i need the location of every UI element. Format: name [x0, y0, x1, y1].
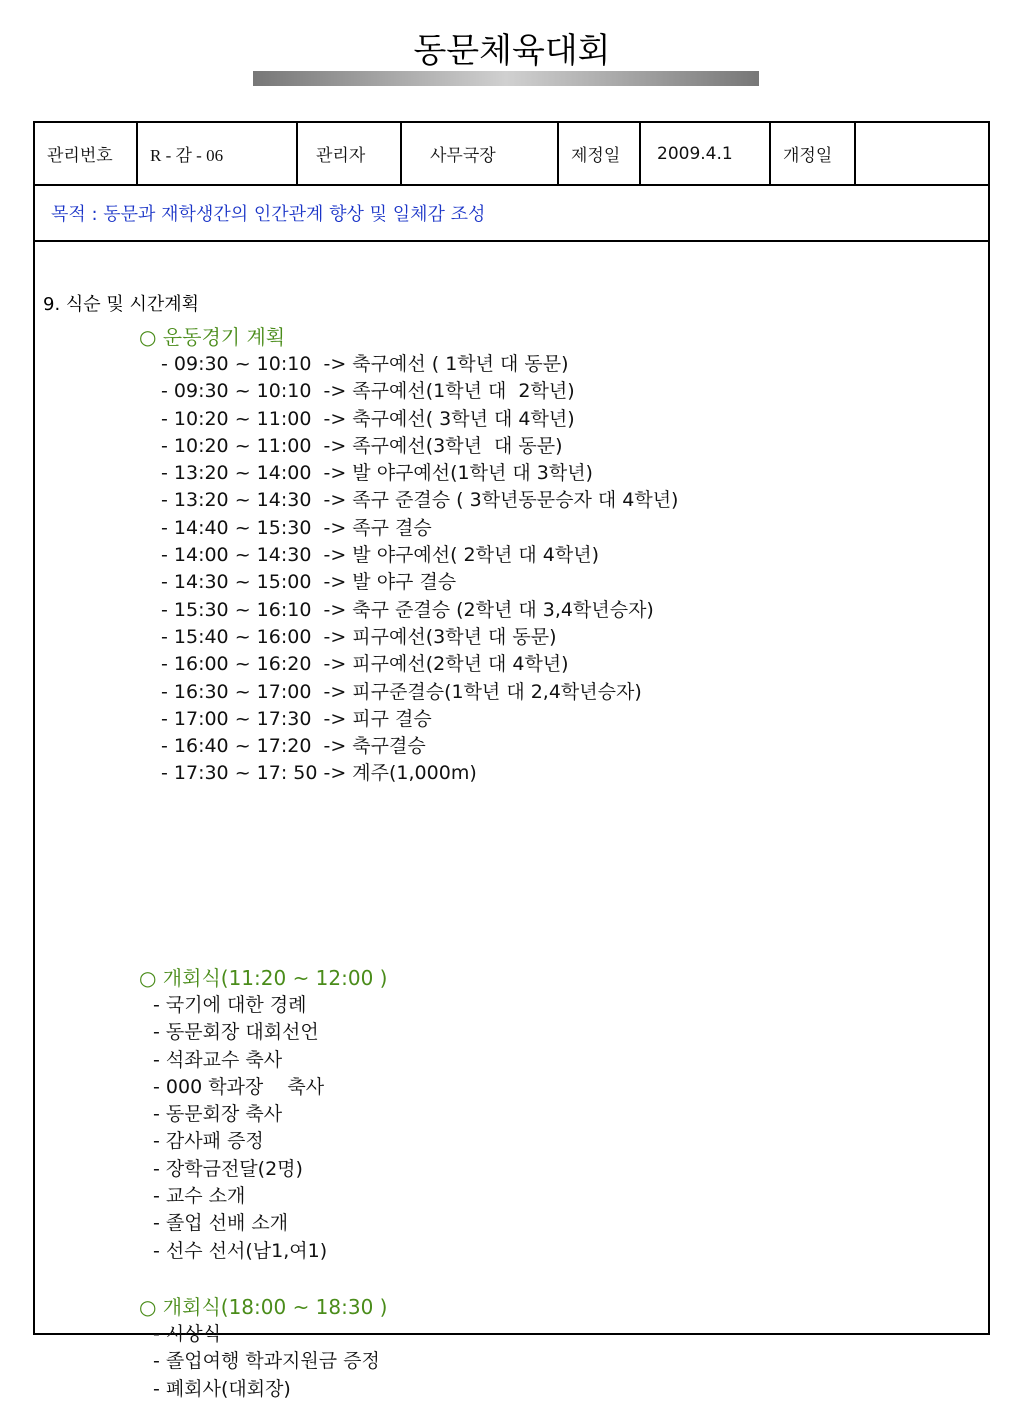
list-item: - 10:20 ~ 11:00 -> 축구예선( 3학년 대 4학년) [161, 407, 575, 430]
list-item: - 16:30 ~ 17:00 -> 피구준결승(1학년 대 2,4학년승자) [161, 680, 642, 703]
list-item: - 15:40 ~ 16:00 -> 피구예선(3학년 대 동문) [161, 625, 557, 648]
manager-value: 사무국장 [402, 123, 559, 184]
list-item: - 선수 선서(남1,여1) [153, 1239, 328, 1262]
mgmt-no-value: R - 감 - 06 [138, 123, 298, 184]
opening-ceremony-list [139, 992, 387, 1265]
revised-value [856, 123, 988, 184]
list-item: - 000 학과장 축사 [153, 1075, 325, 1098]
list-item: - 동문회장 축사 [153, 1103, 283, 1126]
list-item: - 장학금전달(2명) [153, 1157, 303, 1180]
list-item: - 13:20 ~ 14:30 -> 족구 준결승 ( 3학년동문승자 대 4학년) [161, 489, 679, 512]
list-item: - 졸업여행 학과지원금 증정 [153, 1350, 380, 1373]
list-item: - 10:20 ~ 11:00 -> 족구예선(3학년 대 동문) [161, 434, 563, 457]
established-label: 제정일 [559, 123, 641, 184]
mgmt-no-label: 관리번호 [35, 123, 138, 184]
list-item: - 09:30 ~ 10:10 -> 족구예선(1학년 대 2학년) [161, 380, 575, 403]
opening-ceremony-block [139, 965, 387, 1265]
list-item: - 석좌교수 축사 [153, 1048, 283, 1071]
list-item: - 폐회사(대회장) [153, 1377, 291, 1400]
list-item: - 졸업 선배 소개 [153, 1212, 289, 1235]
list-item: - 13:20 ~ 14:00 -> 발 야구예선(1학년 대 3학년) [161, 462, 593, 485]
list-item: - 국기에 대한 경례 [153, 994, 307, 1016]
document-title: 동문체육대회 [413, 31, 611, 71]
closing-ceremony-block [139, 1294, 387, 1403]
list-item: - 14:00 ~ 14:30 -> 발 야구예선( 2학년 대 4학년) [161, 544, 599, 567]
section-heading: 9. 식순 및 시간계획 [43, 294, 200, 315]
closing-ceremony-list [139, 1321, 387, 1403]
list-item: - 17:30 ~ 17: 50 -> 계주(1,000m) [161, 762, 477, 785]
closing-ceremony-heading: ○ 개회식(18:00 ~ 18:30 ) [139, 1295, 388, 1319]
list-item: - 16:40 ~ 17:20 -> 축구결승 [161, 735, 426, 758]
list-item: - 교수 소개 [153, 1185, 246, 1208]
schedule-list [139, 351, 678, 788]
list-item: - 17:00 ~ 17:30 -> 피구 결승 [161, 707, 432, 730]
list-item: - 16:00 ~ 16:20 -> 피구예선(2학년 대 4학년) [161, 653, 569, 676]
schedule-block [139, 324, 678, 788]
list-item: - 09:30 ~ 10:10 -> 축구예선 ( 1학년 대 동문) [161, 353, 569, 375]
document-frame [33, 121, 990, 1400]
list-item: - 15:30 ~ 16:10 -> 축구 준결승 (2학년 대 3,4학년승자) [161, 598, 654, 621]
schedule-heading: ○ 운동경기 계획 [139, 325, 286, 349]
list-item: - 감사패 증정 [153, 1130, 264, 1153]
header-table [35, 123, 988, 186]
established-value: 2009.4.1 [641, 123, 771, 184]
purpose-statement: 목적 : 동문과 재학생간의 인간관계 향상 및 일체감 조성 [35, 186, 988, 242]
manager-label: 관리자 [298, 123, 402, 184]
list-item: - 14:40 ~ 15:30 -> 족구 결승 [161, 516, 432, 539]
list-item: - 동문회장 대회선언 [153, 1021, 319, 1044]
list-item: - 14:30 ~ 15:00 -> 발 야구 결승 [161, 571, 457, 594]
opening-ceremony-heading: ○ 개회식(11:20 ~ 12:00 ) [139, 966, 388, 990]
title-underline-bar [253, 71, 759, 86]
list-item: - 시상식 [153, 1323, 221, 1345]
revised-label: 개정일 [771, 123, 856, 184]
